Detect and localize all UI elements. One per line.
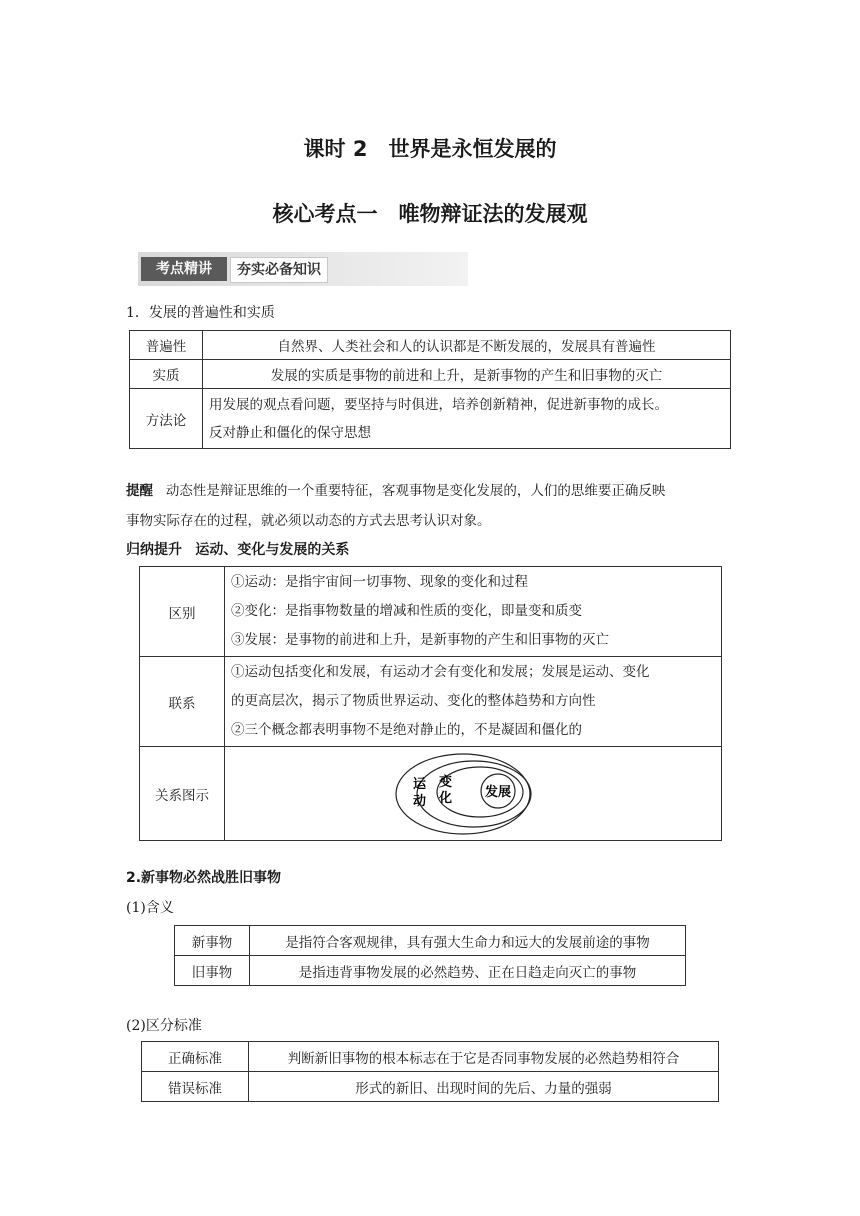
lesson-title: 课时 2 世界是永恒发展的	[303, 137, 557, 161]
summary-heading-text: 运动、变化与发展的关系	[195, 542, 350, 558]
table-row	[130, 360, 731, 389]
row-label: 方法论	[130, 389, 203, 449]
summary-heading	[126, 539, 349, 559]
table-row	[130, 389, 731, 449]
section-title: 核心考点一 唯物辩证法的发展观	[272, 202, 588, 226]
banner-subtitle: 夯实必备知识	[230, 257, 328, 283]
content-line: ①运动包括变化和发展，有运动才会有变化和发展；发展是运动、变化	[231, 664, 650, 680]
change-label-2: 化	[439, 790, 453, 806]
banner-tag: 考点精讲	[141, 257, 227, 281]
meaning-table	[174, 925, 686, 986]
row-content: 发展的实质是事物的前进和上升，是新事物的产生和旧事物的灭亡	[203, 360, 731, 389]
row-label: 错误标准	[142, 1072, 249, 1102]
row-content	[203, 389, 731, 449]
row-label: 旧事物	[175, 956, 250, 986]
table-row	[140, 567, 722, 657]
row-label: 实质	[130, 360, 203, 389]
reminder-line: 事物实际存在的过程，就必须以动态的方式去思考认识对象。	[126, 513, 491, 529]
row-label: 正确标准	[142, 1042, 249, 1072]
part1-heading: 1．发展的普遍性和实质	[126, 305, 275, 321]
content-line: 反对静止和僵化的保守思想	[209, 424, 371, 441]
reminder	[126, 476, 741, 536]
summary-heading-label: 归纳提升	[126, 542, 182, 558]
change-label-1: 变	[439, 774, 453, 790]
section-banner	[138, 252, 468, 286]
content-line: 的更高层次，揭示了物质世界运动、变化的整体趋势和方向性	[231, 693, 596, 709]
content-line: ②变化：是指事物数量的增减和性质的变化，即量变和质变	[231, 603, 582, 619]
row-label: 新事物	[175, 926, 250, 956]
table-row	[140, 747, 722, 841]
diagram-cell	[225, 747, 722, 841]
motion-label-2: 动	[413, 793, 427, 809]
row-label: 普遍性	[130, 331, 203, 360]
row-content: 是指违背事物发展的必然趋势、正在日趋走向灭亡的事物	[250, 956, 686, 986]
reminder-label: 提醒	[126, 483, 153, 499]
development-table	[129, 330, 731, 449]
row-content: 判断新旧事物的根本标志在于它是否同事物发展的必然趋势相符合	[249, 1042, 719, 1072]
content-line: ③发展：是事物的前进和上升，是新事物的产生和旧事物的灭亡	[231, 632, 609, 648]
table-row	[175, 956, 686, 986]
relation-diagram	[231, 748, 715, 840]
motion-label-1: 运	[413, 776, 427, 792]
row-content	[225, 567, 722, 657]
row-label: 区别	[140, 567, 225, 657]
row-content: 是指符合客观规律，具有强大生命力和远大的发展前途的事物	[250, 926, 686, 956]
development-label: 发展	[485, 784, 512, 800]
table-row	[142, 1072, 719, 1102]
row-content	[225, 657, 722, 747]
table-row	[142, 1042, 719, 1072]
row-label: 联系	[140, 657, 225, 747]
part2-heading: 2.新事物必然战胜旧事物	[126, 870, 282, 886]
table-row	[130, 331, 731, 360]
part2-sub1: (1)含义	[126, 900, 174, 916]
table-row	[175, 926, 686, 956]
row-label: 关系图示	[140, 747, 225, 841]
table-row	[140, 657, 722, 747]
reminder-line: 动态性是辩证思维的一个重要特征，客观事物是变化发展的，人们的思维要正确反映	[165, 483, 666, 499]
content-line: 用发展的观点看问题，要坚持与时俱进，培养创新精神，促进新事物的成长。	[209, 396, 668, 413]
part2-sub2: (2)区分标准	[126, 1018, 202, 1034]
row-content: 形式的新旧、出现时间的先后、力量的强弱	[249, 1072, 719, 1102]
row-content: 自然界、人类社会和人的认识都是不断发展的，发展具有普遍性	[203, 331, 731, 360]
relation-table	[139, 566, 722, 841]
criteria-table	[141, 1041, 719, 1102]
content-line: ①运动：是指宇宙间一切事物、现象的变化和过程	[231, 574, 528, 590]
content-line: ②三个概念都表明事物不是绝对静止的，不是凝固和僵化的	[231, 722, 582, 738]
